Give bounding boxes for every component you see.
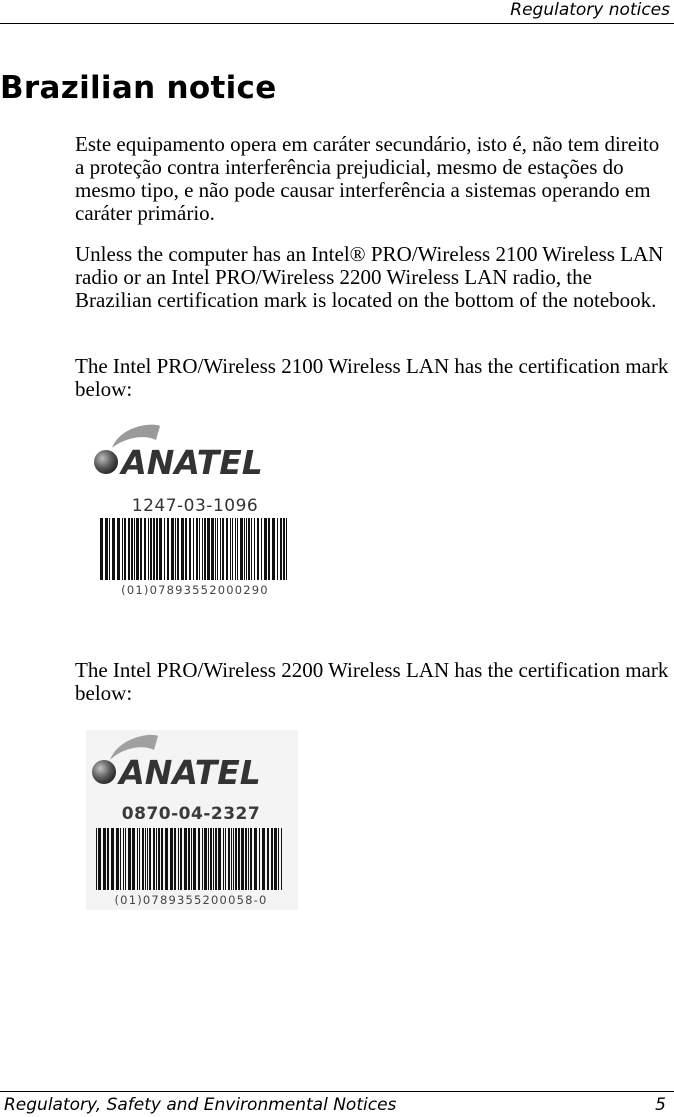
barcode-bar — [262, 828, 265, 890]
barcode-bar — [250, 828, 252, 890]
barcode-bar — [280, 518, 282, 580]
barcode-bar — [134, 518, 135, 580]
barcode-bar — [235, 518, 236, 580]
barcode-bar — [100, 518, 103, 580]
barcode-bar — [136, 518, 139, 580]
barcode-bar — [128, 828, 131, 890]
barcode-bar — [147, 828, 148, 890]
barcode-bar — [218, 828, 221, 890]
barcode-bar — [112, 518, 115, 580]
footer-document-title: Regulatory, Safety and Environmental Notices — [4, 1095, 397, 1115]
barcode-bar — [259, 828, 260, 890]
barcode-bar — [278, 828, 279, 890]
barcode-bar — [158, 828, 160, 890]
anatel-logo-text: ANATEL — [119, 753, 261, 790]
barcode-bar — [180, 828, 182, 890]
barcode-bar — [125, 828, 126, 890]
barcode-digits: (01)0789355200058-0 — [114, 893, 268, 907]
page-number: 5 — [655, 1095, 666, 1115]
barcode-bar — [96, 828, 97, 890]
barcode-bar — [277, 518, 278, 580]
barcode-bar — [174, 828, 176, 890]
barcode-bar — [199, 518, 200, 580]
barcode-bar — [237, 518, 238, 580]
barcode-bar — [225, 828, 226, 890]
barcode-bar — [244, 518, 245, 580]
barcode-bar — [111, 828, 114, 890]
barcode-bar — [145, 828, 146, 890]
barcode-bar — [254, 828, 257, 890]
barcode-bar — [171, 518, 174, 580]
barcode-bar — [137, 828, 138, 890]
barcode-bar — [248, 518, 250, 580]
barcode-bar — [107, 828, 109, 890]
barcode-bar — [161, 828, 163, 890]
barcode-bar — [226, 518, 228, 580]
barcode-bar — [220, 518, 221, 580]
barcode-bar — [208, 828, 209, 890]
barcode-bar — [178, 828, 179, 890]
barcode-bar — [148, 518, 149, 580]
paragraph-2100-mark: The Intel PRO/Wireless 2100 Wireless LAN has the certification mark below: — [75, 354, 669, 401]
barcode-bar — [271, 828, 273, 890]
barcode-bar — [191, 828, 192, 890]
running-header: Regulatory notices — [510, 0, 670, 20]
barcode-bar — [233, 828, 234, 890]
barcode-bar — [238, 828, 240, 890]
barcode-bar — [228, 828, 230, 890]
barcode-bar — [202, 828, 203, 890]
barcode-bar — [268, 518, 270, 580]
barcode-bar — [245, 828, 247, 890]
barcode-bar — [222, 518, 224, 580]
barcode-bar — [211, 518, 214, 580]
anatel-certification-mark-2100 — [90, 420, 300, 600]
barcode-bar — [98, 828, 101, 890]
barcode-bar — [105, 518, 108, 580]
barcode-bar — [202, 518, 203, 580]
barcode-bar — [122, 518, 123, 580]
barcode-bar — [159, 518, 162, 580]
barcode-bar — [175, 518, 176, 580]
barcode-bar — [267, 828, 269, 890]
barcode-bar — [235, 828, 237, 890]
barcode-bar — [215, 518, 216, 580]
barcode-bar — [231, 828, 232, 890]
barcode-bar — [149, 828, 151, 890]
paragraph-portuguese-notice: Este equipamento opera em caráter secundário, isto é, não tem direito a proteção contra interferência prejudicial, mesmo de estações do mesmo tipo, e não pode causar interferência a sistemas operando em caráter primário. — [75, 132, 660, 225]
barcode-bar — [264, 518, 267, 580]
barcode-bar — [165, 828, 168, 890]
barcode-bar — [286, 518, 287, 580]
barcode-bar — [257, 518, 259, 580]
anatel-logo-text: ANATEL — [121, 443, 263, 480]
barcode-bar — [198, 828, 200, 890]
barcode — [100, 518, 290, 580]
barcode-bar — [139, 828, 140, 890]
barcode-bar — [123, 828, 124, 890]
barcode-bar — [215, 828, 217, 890]
barcode-bar — [210, 828, 212, 890]
barcode-bar — [109, 518, 110, 580]
barcode-bar — [274, 828, 277, 890]
barcode-bar — [193, 828, 196, 890]
barcode-bar — [177, 518, 179, 580]
barcode-bar — [193, 518, 194, 580]
barcode — [96, 828, 286, 890]
barcode-bar — [116, 828, 119, 890]
barcode-bar — [261, 518, 262, 580]
barcode-bar — [281, 828, 282, 890]
header-rule — [0, 23, 674, 24]
barcode-bar — [232, 518, 233, 580]
anatel-logo — [90, 420, 300, 480]
barcode-bar — [167, 518, 169, 580]
barcode-bar — [272, 518, 275, 580]
barcode-bar — [240, 518, 243, 580]
barcode-bar — [164, 518, 165, 580]
barcode-bar — [246, 518, 247, 580]
cert-number: 0870-04-2327 — [121, 804, 261, 824]
barcode-bar — [185, 518, 187, 580]
barcode-bar — [132, 828, 135, 890]
barcode-bar — [217, 518, 218, 580]
barcode-bar — [144, 518, 146, 580]
barcode-bar — [117, 518, 120, 580]
paragraph-mark-location: Unless the computer has an Intel® PRO/Wireless 2100 Wireless LAN radio or an Intel PRO/Wireless 2200 Wireless LAN radio, the Brazilian certification mark is located on the bottom of the notebook. — [75, 242, 664, 312]
section-title: Brazilian notice — [0, 70, 277, 106]
barcode-bar — [254, 518, 255, 580]
barcode-bar — [241, 828, 244, 890]
barcode-bar — [153, 828, 155, 890]
barcode-bar — [156, 828, 157, 890]
barcode-bar — [188, 828, 190, 890]
barcode-bar — [204, 828, 207, 890]
cert-number: 1247-03-1096 — [131, 496, 259, 516]
barcode-digits: (01)07893552000290 — [121, 583, 269, 597]
barcode-bar — [189, 518, 191, 580]
barcode-bar — [140, 518, 142, 580]
barcode-bar — [248, 828, 249, 890]
barcode-bar — [142, 828, 144, 890]
footer-rule — [0, 1091, 674, 1092]
barcode-bar — [120, 828, 121, 890]
barcode-bar — [230, 518, 231, 580]
barcode-bar — [207, 518, 210, 580]
anatel-certification-mark-2200 — [86, 730, 298, 910]
barcode-bar — [103, 828, 106, 890]
barcode-bar — [153, 518, 155, 580]
barcode-bar — [124, 518, 126, 580]
barcode-bar — [156, 518, 158, 580]
barcode-bar — [181, 518, 184, 580]
barcode-bar — [213, 828, 214, 890]
barcode-bar — [251, 518, 252, 580]
barcode-bar — [150, 518, 152, 580]
anatel-logo — [86, 730, 296, 790]
barcode-bar — [204, 518, 206, 580]
barcode-bar — [223, 828, 224, 890]
paragraph-2200-mark: The Intel PRO/Wireless 2200 Wireless LAN has the certification mark below: — [75, 658, 669, 705]
barcode-bar — [196, 518, 198, 580]
barcode-bar — [131, 518, 133, 580]
barcode-bar — [170, 828, 173, 890]
barcode-bar — [184, 828, 187, 890]
barcode-bar — [283, 518, 285, 580]
barcode-bar — [128, 518, 130, 580]
